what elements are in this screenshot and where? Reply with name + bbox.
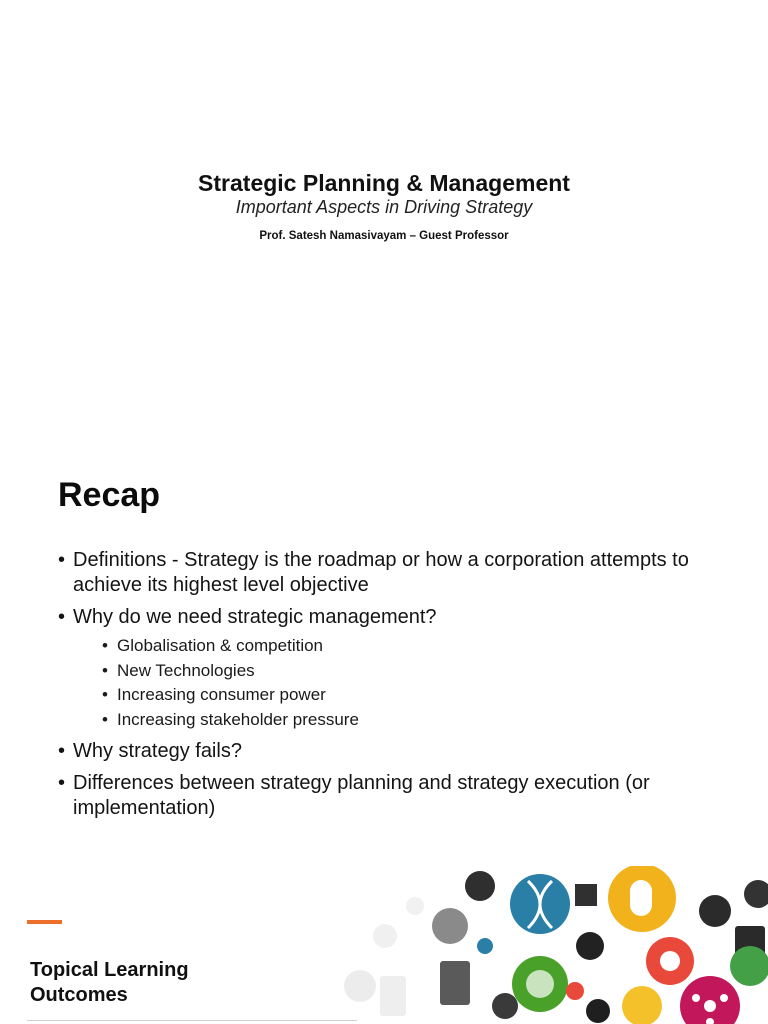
microscope-icon bbox=[744, 880, 768, 908]
title-slide bbox=[0, 0, 768, 430]
science-icon-collage bbox=[340, 866, 768, 1024]
lab-flask-icon bbox=[373, 924, 397, 948]
bullet-item bbox=[58, 739, 738, 764]
clipboard-icon bbox=[380, 976, 406, 1016]
learning-outcomes-slide bbox=[0, 866, 768, 1024]
computer-icon bbox=[432, 908, 468, 944]
presenter-name: Prof. Satesh Namasivayam – Guest Professor bbox=[259, 230, 509, 242]
sub-bullet-list bbox=[73, 634, 738, 732]
bullet-item bbox=[58, 605, 738, 732]
gear-icon bbox=[406, 897, 424, 915]
sub-bullet-item: • Increasing stakeholder pressure bbox=[73, 708, 738, 733]
globe-icon bbox=[622, 986, 662, 1024]
atom-icon bbox=[566, 982, 584, 1000]
sub-bullet-item: • New Technologies bbox=[73, 659, 738, 684]
recap-slide bbox=[0, 430, 768, 862]
molecule-icon bbox=[575, 884, 597, 906]
clipboard-icon bbox=[440, 961, 470, 1005]
radiation-icon bbox=[344, 970, 376, 1002]
sub-bullet-item: • Globalisation & competition bbox=[73, 634, 738, 659]
atom-icon bbox=[586, 999, 610, 1023]
accent-rule bbox=[27, 920, 62, 924]
sub-bullet-item: • Increasing consumer power bbox=[73, 683, 738, 708]
presentation-title: Strategic Planning & Management bbox=[198, 170, 570, 196]
globe-icon bbox=[465, 871, 495, 901]
divider bbox=[27, 1020, 357, 1021]
bullet-text: Definitions - Strategy is the roadmap or how a corporation attempts to achieve its highest level objective bbox=[73, 549, 689, 596]
bullet-item bbox=[58, 771, 738, 821]
microscope-icon bbox=[492, 993, 518, 1019]
slide-heading: Topical Learning Outcomes bbox=[30, 959, 189, 1006]
bullet-text: Why strategy fails? bbox=[73, 740, 242, 763]
magnet-icon bbox=[576, 932, 604, 960]
bullet-list bbox=[58, 548, 738, 828]
bullet-item bbox=[58, 548, 738, 598]
bullet-text: Why do we need strategic management? bbox=[73, 606, 437, 628]
bullet-text: Differences between strategy planning and strategy execution (or implementation) bbox=[73, 772, 650, 820]
slide-heading: Recap bbox=[58, 476, 161, 514]
presentation-subtitle: Important Aspects in Driving Strategy bbox=[235, 197, 533, 217]
satellite-icon bbox=[699, 895, 731, 927]
